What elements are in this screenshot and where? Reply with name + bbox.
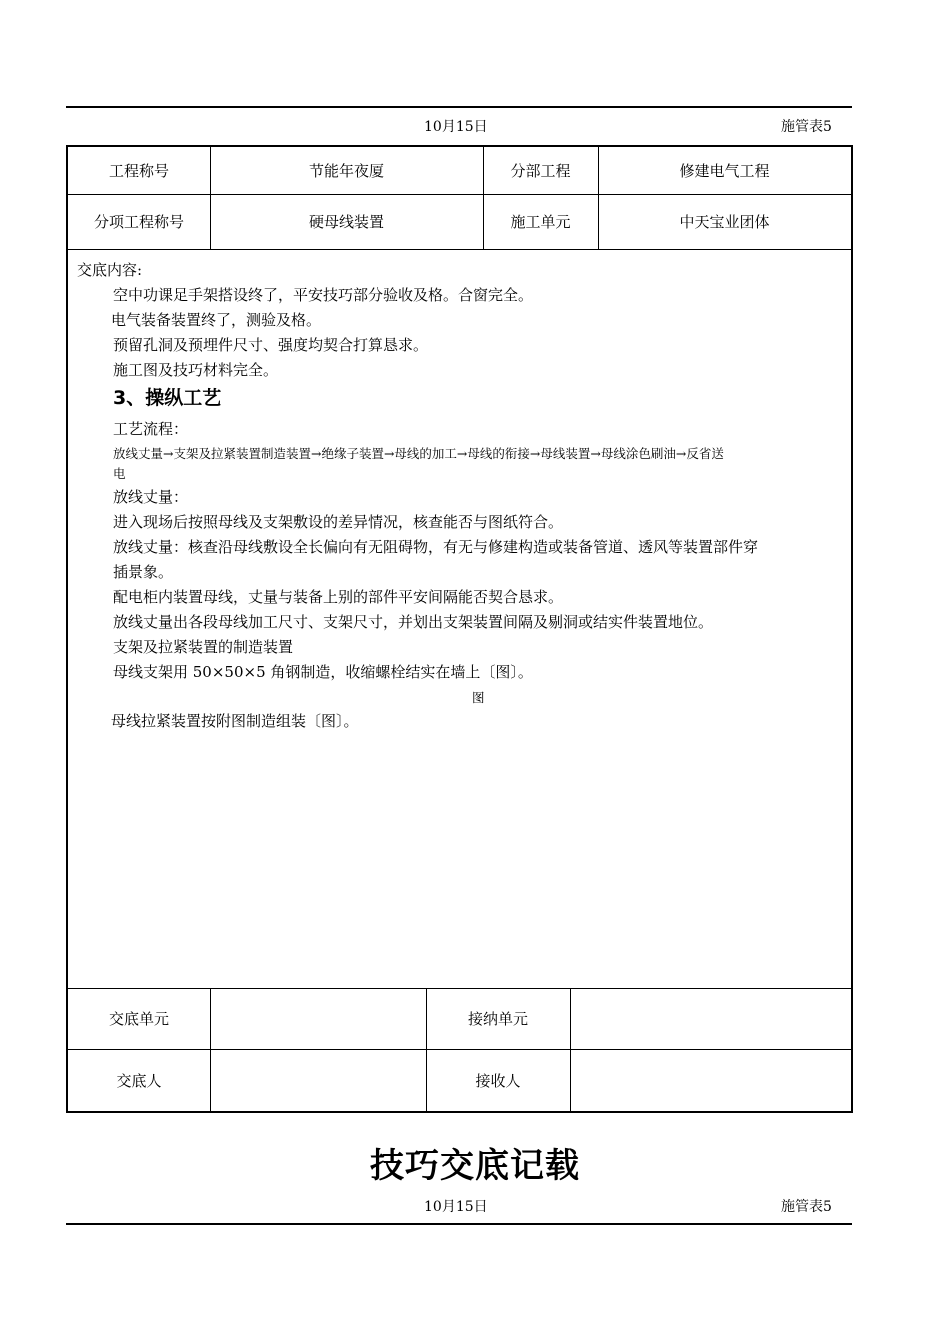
row-divider: [68, 249, 851, 250]
bottom-rule: [66, 1223, 852, 1225]
project-label: 工程称号: [108, 162, 169, 180]
content-line: 电气装备装置终了，测验及格。: [111, 311, 322, 329]
deliver-person-field[interactable]: [210, 1049, 426, 1111]
deliver-unit-field[interactable]: [210, 988, 426, 1049]
next-header-date: 10月15日: [424, 1199, 488, 1215]
measure-line: 进入现场后按照母线及支架敷设的差异情况，核查能否与图纸符合。: [113, 513, 564, 531]
measure-label: 放线丈量：: [113, 488, 189, 506]
deliver-person-label: 交底人: [116, 1071, 162, 1090]
content-line: 空中功课足手架搭设终了，平安技巧部分验收及格。合窗完全。: [113, 286, 534, 304]
bracket-line: 母线拉紧装置按附图制造组装〔图〕。: [111, 712, 359, 730]
project-value: 节能年夜厦: [308, 162, 384, 180]
content-heading: 交底内容:: [77, 261, 143, 279]
subproject-label: 分项工程称号: [93, 213, 184, 231]
subproject-value: 硬母线装置: [308, 213, 384, 231]
flow-label: 工艺流程：: [113, 420, 189, 438]
measure-line: 配电柜内装置母线，丈量与装备上别的部件平安间隔能否契合恳求。: [113, 588, 564, 606]
receive-unit-label: 接纳单元: [467, 1010, 528, 1028]
measure-line: 放线丈量出各段母线加工尺寸、支架尺寸，并划出支架装置间隔及剔洞或结实件装置地位。: [113, 613, 714, 631]
receive-person-field[interactable]: [570, 1049, 851, 1111]
measure-line: 放线丈量：核查沿母线敷设全长偏向有无阻碍物，有无与修建构造或装备管道、透风等装置部件穿: [113, 538, 759, 556]
header-date: 10月15日: [424, 119, 488, 135]
header-form-number: 施管表5: [781, 119, 832, 135]
receive-person-label: 接收人: [475, 1071, 521, 1090]
top-rule: [66, 106, 852, 108]
flow-text: 放线丈量→支架及拉紧装置制造装置→绝缘子装置→母线的加工→母线的衔接→母线装置→母线涂色刷油→反省送: [113, 446, 724, 461]
bracket-title: 支架及拉紧装置的制造装置: [113, 638, 294, 656]
flow-text-continued: 电: [113, 466, 126, 481]
unit-value: 中天宝业团体: [679, 213, 770, 231]
division-label: 分部工程: [510, 162, 571, 180]
section-title: 3、操纵工艺: [113, 387, 222, 409]
content-line: 施工图及技巧材料完全。: [113, 361, 279, 379]
bracket-line: 母线支架用 50×50×5 角钢制造，收缩螺栓结实在墙上〔图〕。: [113, 663, 533, 681]
disclosure-table: [66, 145, 853, 1113]
measure-line-continued: 插景象。: [113, 563, 174, 581]
document-title: 技巧交底记载: [370, 1146, 580, 1186]
unit-label: 施工单元: [510, 213, 571, 231]
receive-unit-field[interactable]: [570, 988, 851, 1049]
deliver-unit-label: 交底单元: [108, 1010, 169, 1028]
content-line: 预留孔洞及预埋件尺寸、强度均契合打算恳求。: [113, 336, 429, 354]
figure-label: 图: [472, 690, 485, 705]
next-header-form-number: 施管表5: [781, 1199, 832, 1215]
division-value: 修建电气工程: [679, 162, 770, 180]
